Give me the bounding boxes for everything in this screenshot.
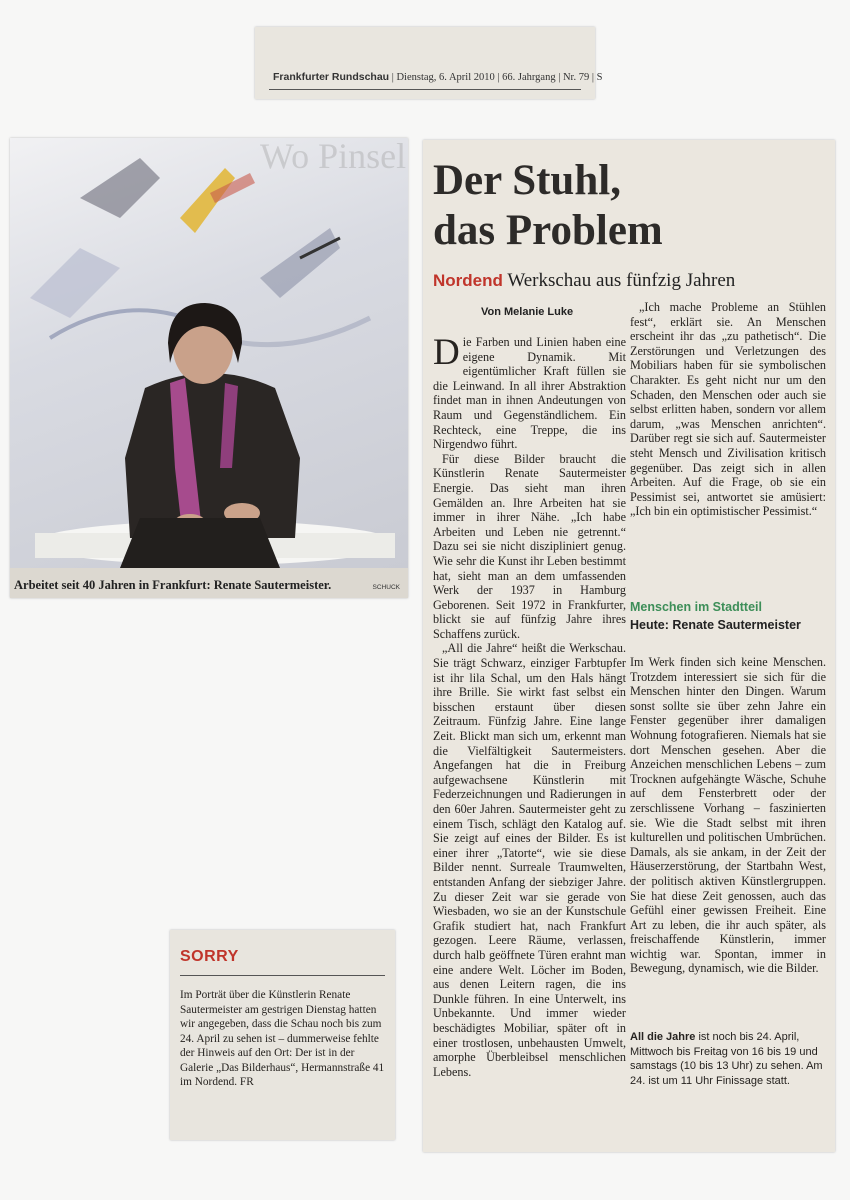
correction-heading: SORRY — [180, 948, 239, 965]
paragraph: Für diese Bilder braucht die Künstlerin Renate Sautermeister Energie. Das sieht man ihren Gemälden an. Ihre Arbeiten hat sie immer in ihrer Nähe. „Ich habe Arbeiten und Leben nie getrennt.“ Dazu sei sie nicht diszipliniert genug. Wie sehr die Kunst ihr Leben bestimmt hat, sieht man an dem umfassenden Werk der 1937 in Hamburg Geborenen. Seit 1972 in Frankfurter, blickt sie auf fünfzig Jahre ihres Schaffens zurück. — [433, 451, 626, 641]
newspaper-name: Frankfurter Rundschau — [273, 71, 390, 83]
correction-rule — [180, 975, 385, 976]
exhibition-hours: ist noch bis 24. April, Mittwoch bis Freitag von 16 bis 19 und samstags (10 bis 13 Uhr) zu sehen. Am 24. ist um 11 Uhr Finissage statt. — [630, 1031, 823, 1087]
volume: 66. Jahrgang — [502, 72, 556, 83]
author-byline: Von Melanie Luke — [481, 306, 574, 318]
photo-caption: Arbeitet seit 40 Jahren in Frankfurt: Renate Sautermeister. — [14, 578, 332, 592]
headline-line-2: das Problem — [433, 207, 663, 254]
painting-and-portrait-image — [10, 138, 408, 568]
article-clipping — [423, 140, 835, 1152]
correction-text: Im Porträt über die Künstlerin Renate Sautermeister am gestrigen Dienstag hatten wir angegeben, dass die Schau noch bis zum 24. April zu sehen ist – dummerweise fehlte der Hinweis auf den Ort: Der ist in der Galerie „Das Bilderhaus“, Hermannstraße 41 im Nordend. FR — [180, 989, 385, 1088]
issue-date: Dienstag, 6. April 2010 — [396, 72, 495, 83]
subheadline — [433, 270, 735, 292]
issue-number: Nr. 79 — [562, 72, 590, 83]
masthead-rule — [269, 89, 581, 90]
page-number: S — [596, 72, 603, 83]
drop-cap: D — [433, 332, 460, 373]
headline — [433, 156, 663, 256]
artist-photo — [10, 138, 408, 568]
paragraph: Die Farben und Linien haben eine eigene Dynamik. Mit eigentümlicher Kraft füllen sie die Leinwand. In all ihrer Abstraktion findet man in ihnen Andeutungen von Raum und Gegenständlichem. Ein Rechteck, eine Treppe, die ins Nirgendwo führt. — [433, 332, 626, 452]
paragraph: „Ich mache Probleme an Stühlen fest“, erklärt sie. An Menschen erscheint ihr das „zu pathetisch“. Die Zerstörungen und Verletzungen des Mobiliars haben für sie symbolischen Charakter. Es geht nicht nur um den Schaden, den Menschen oder auch sie selbst erlitten haben, sondern vor allem darum, „was Menschen anrichten“. Darüber regt sie sich auf. Sautermeister steht Mensch und Zivilisation kritisch gegenüber. Das zeigt sich in allen Arbeiten. Auf die Frage, ob sie ein Pessimist sei, antwortet sie amüsiert: „Ich bin ein optimistischer Pessimist.“ — [630, 300, 826, 519]
article-column-2 — [630, 300, 826, 519]
series-box-heading — [630, 600, 826, 632]
exhibition-info — [630, 1030, 826, 1088]
photo-credit: SCHUCK — [372, 584, 400, 591]
svg-text:Wo Pinsel: Wo Pinsel — [260, 138, 407, 176]
exhibition-title: All die Jahre — [630, 1031, 696, 1043]
series-kicker: Menschen im Stadtteil — [630, 600, 762, 614]
masthead-clipping — [255, 27, 603, 99]
subheadline-text: Werkschau aus fünfzig Jahren — [507, 270, 736, 291]
series-title: Heute: Renate Sautermeister — [630, 618, 801, 632]
paragraph: „All die Jahre“ heißt die Werkschau. Sie trägt Schwarz, einziger Farbtupfer ist ihr lila Schal, um den Hals hängt ihre Brille. Sie wirkt fast selbst ein bisschen erstaunt über diesen Zeitraum. Fünfzig Jahre. Eine lange Zeit. Blickt man sich um, erkennt man die Vielfältigkeit Sautermeisters. Angefangen hat die in Freiburg aufgewachsene Künstlerin mit Federzeichnungen und Radierungen in den 60er Jahren. Sautermeister geht zu einem Tisch, schlägt den Katalog auf. Sie zeigt auf eines der Bilder. Es ist einer ihrer „Tatorte“, wie sie diese Bilder nennt. Surreale Traumwelten, entstanden Anfang der siebziger Jahre. Zu dieser Zeit war sie gerade von Wiesbaden, wo sie an der Kunstschule Grafik studiert hat, nach Frankfurt gezogen. Leere Räume, verlassen, durch halb geöffnete Türen erahnt man eine andere Welt. Löcher im Boden, aus denen Leitern ragen, die ins Dunkle führen. In eine Unterwelt, ins Unbekannte. Und immer wieder beschädigtes Mobiliar, später oft in einer trostlosen, unbehausten Umwelt, amorphe Überbleibsel menschlichen Lebens. — [433, 641, 626, 1079]
masthead-line: Frankfurter Rundschau | Dienstag, 6. April 2010 | 66. Jahrgang | Nr. 79 | S — [273, 71, 603, 83]
section-kicker: Nordend — [433, 271, 503, 290]
photo-clipping — [10, 138, 408, 598]
headline-line-1: Der Stuhl, — [433, 157, 621, 204]
paragraph: Im Werk finden sich keine Menschen. Trotzdem interessiert sie sich für die Menschen hinter den Dingen. Warum sonst sollte sie über zehn Jahre ein Fenster gegenüber ihrer damaligen Wohnung fotografieren. Niemals hat sie dort Menschen gesehen. Aber die Anzeichen menschlichen Lebens – zum Trocknen aufgehängte Wäsche, Schuhe auf dem Fensterbrett oder der zerschlissene Vorhang – faszinierten sie. Wie die Stadt selbst mit ihren kulturellen und politischen Umbrüchen. Damals, als sie ankam, in der Zeit der Häuserzerstörung, der Startbahn West, der politisch aktiven Künstlergruppen. Sie hat diese Zeit genossen, auch das Gefühl einer gewissen Freiheit. Eine Art zu leben, die ihr auch später, als freischaffende Künstlerin, immer wichtig war. Spontan, immer in Bewegung, dynamisch, wie die Bilder. — [630, 655, 826, 976]
series-box-text — [630, 655, 826, 976]
correction-clipping — [170, 930, 395, 1140]
article-column-1 — [433, 332, 626, 1079]
